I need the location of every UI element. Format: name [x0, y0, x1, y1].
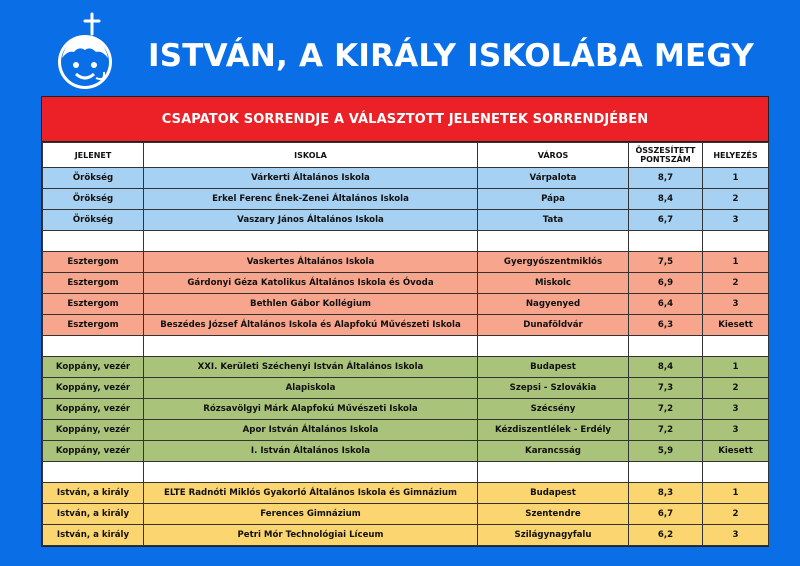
cell-helyezes: 3: [703, 210, 769, 231]
results-table: [42, 142, 769, 546]
empty-cell: [703, 231, 769, 252]
cell-iskola: Ferences Gimnázium: [144, 504, 478, 525]
cell-iskola: Erkel Ferenc Ének-Zenei Általános Iskola: [144, 189, 478, 210]
cell-iskola: ELTE Radnóti Miklós Gyakorló Általános Iskola és Gimnázium: [144, 483, 478, 504]
header-pontszam: [629, 143, 703, 168]
cell-jelenet: István, a király: [43, 525, 144, 546]
cell-iskola: Rózsavölgyi Márk Alapfokú Művészeti Iskola: [144, 399, 478, 420]
child-face-logo-icon: [52, 12, 118, 92]
empty-cell: [144, 231, 478, 252]
cell-varos: Szentendre: [478, 504, 629, 525]
table-row: [43, 294, 769, 315]
cell-pont: 5,9: [629, 441, 703, 462]
header-pontszam-line2: PONTSZÁM: [640, 155, 691, 164]
empty-cell: [703, 462, 769, 483]
cell-varos: Kézdiszentlélek - Erdély: [478, 420, 629, 441]
cell-jelenet: Örökség: [43, 189, 144, 210]
empty-cell: [478, 336, 629, 357]
cell-jelenet: István, a király: [43, 504, 144, 525]
cell-varos: Karancsság: [478, 441, 629, 462]
table-row: [43, 210, 769, 231]
table-row: [43, 483, 769, 504]
table-row: [43, 273, 769, 294]
cell-varos: Budapest: [478, 357, 629, 378]
cell-pont: 8,4: [629, 189, 703, 210]
cell-jelenet: Koppány, vezér: [43, 357, 144, 378]
cell-jelenet: István, a király: [43, 483, 144, 504]
table-row: [43, 378, 769, 399]
cell-iskola: XXI. Kerületi Széchenyi István Általános Iskola: [144, 357, 478, 378]
table-banner: CSAPATOK SORRENDJE A VÁLASZTOTT JELENETEK SORRENDJÉBEN: [42, 97, 768, 142]
cell-iskola: Várkerti Általános Iskola: [144, 168, 478, 189]
cell-pont: 7,5: [629, 252, 703, 273]
cell-jelenet: Esztergom: [43, 252, 144, 273]
cell-varos: Várpalota: [478, 168, 629, 189]
table-row: [43, 441, 769, 462]
cell-pont: 6,9: [629, 273, 703, 294]
cell-helyezes: 2: [703, 273, 769, 294]
table-row: [43, 315, 769, 336]
page-title: ISTVÁN, A KIRÁLY ISKOLÁBA MEGY: [148, 38, 755, 74]
cell-pont: 6,2: [629, 525, 703, 546]
cell-helyezes: 1: [703, 252, 769, 273]
spacer-row: [43, 231, 769, 252]
cell-helyezes: 2: [703, 189, 769, 210]
cell-pont: 6,4: [629, 294, 703, 315]
empty-cell: [43, 231, 144, 252]
table-row: [43, 504, 769, 525]
cell-jelenet: Örökség: [43, 168, 144, 189]
cell-helyezes: 2: [703, 378, 769, 399]
empty-cell: [144, 462, 478, 483]
cell-pont: 8,7: [629, 168, 703, 189]
table-row: [43, 399, 769, 420]
empty-cell: [478, 462, 629, 483]
cell-helyezes: 1: [703, 357, 769, 378]
header-row: [43, 143, 769, 168]
cell-varos: Gyergyószentmiklós: [478, 252, 629, 273]
cell-helyezes: 3: [703, 420, 769, 441]
cell-helyezes: 3: [703, 399, 769, 420]
cell-iskola: Vaskertes Általános Iskola: [144, 252, 478, 273]
cell-jelenet: Esztergom: [43, 294, 144, 315]
empty-cell: [43, 336, 144, 357]
header-pontszam-line1: ÖSSZESÍTETT: [635, 146, 696, 155]
cell-varos: Budapest: [478, 483, 629, 504]
cell-iskola: Beszédes József Általános Iskola és Alapfokú Művészeti Iskola: [144, 315, 478, 336]
cell-jelenet: Esztergom: [43, 315, 144, 336]
table-body: [43, 168, 769, 546]
cell-varos: Pápa: [478, 189, 629, 210]
empty-cell: [629, 462, 703, 483]
cell-jelenet: Koppány, vezér: [43, 399, 144, 420]
cell-iskola: Gárdonyi Géza Katolikus Általános Iskola és Óvoda: [144, 273, 478, 294]
cell-helyezes: 3: [703, 294, 769, 315]
cell-varos: Dunaföldvár: [478, 315, 629, 336]
cell-jelenet: Koppány, vezér: [43, 378, 144, 399]
cell-pont: 6,7: [629, 504, 703, 525]
cell-varos: Szilágynagyfalu: [478, 525, 629, 546]
empty-cell: [144, 336, 478, 357]
table-row: [43, 252, 769, 273]
header-jelenet: JELENET: [43, 143, 144, 168]
header-varos: VÁROS: [478, 143, 629, 168]
table-row: [43, 420, 769, 441]
cell-pont: 6,7: [629, 210, 703, 231]
cell-helyezes: 1: [703, 483, 769, 504]
cell-pont: 7,2: [629, 399, 703, 420]
cell-varos: Szepsi - Szlovákia: [478, 378, 629, 399]
cell-iskola: Apor István Általános Iskola: [144, 420, 478, 441]
table-row: [43, 357, 769, 378]
cell-jelenet: Koppány, vezér: [43, 441, 144, 462]
empty-cell: [478, 231, 629, 252]
cell-pont: 8,3: [629, 483, 703, 504]
spacer-row: [43, 336, 769, 357]
cell-pont: 6,3: [629, 315, 703, 336]
cell-pont: 8,4: [629, 357, 703, 378]
cell-helyezes: Kiesett: [703, 315, 769, 336]
empty-cell: [703, 336, 769, 357]
cell-iskola: Bethlen Gábor Kollégium: [144, 294, 478, 315]
header-iskola: ISKOLA: [144, 143, 478, 168]
cell-helyezes: 2: [703, 504, 769, 525]
empty-cell: [629, 231, 703, 252]
table-row: [43, 525, 769, 546]
cell-helyezes: 1: [703, 168, 769, 189]
cell-jelenet: Esztergom: [43, 273, 144, 294]
results-sheet: [41, 96, 769, 547]
cell-jelenet: Örökség: [43, 210, 144, 231]
cell-varos: Szécsény: [478, 399, 629, 420]
cell-iskola: Alapiskola: [144, 378, 478, 399]
cell-iskola: I. István Általános Iskola: [144, 441, 478, 462]
empty-cell: [629, 336, 703, 357]
cell-helyezes: 3: [703, 525, 769, 546]
cell-pont: 7,3: [629, 378, 703, 399]
table-row: [43, 189, 769, 210]
table-row: [43, 168, 769, 189]
cell-pont: 7,2: [629, 420, 703, 441]
cell-iskola: Vaszary János Általános Iskola: [144, 210, 478, 231]
cell-varos: Nagyenyed: [478, 294, 629, 315]
header-helyezes: HELYEZÉS: [703, 143, 769, 168]
cell-jelenet: Koppány, vezér: [43, 420, 144, 441]
cell-helyezes: Kiesett: [703, 441, 769, 462]
empty-cell: [43, 462, 144, 483]
cell-iskola: Petri Mór Technológiai Líceum: [144, 525, 478, 546]
cell-varos: Miskolc: [478, 273, 629, 294]
spacer-row: [43, 462, 769, 483]
cell-varos: Tata: [478, 210, 629, 231]
